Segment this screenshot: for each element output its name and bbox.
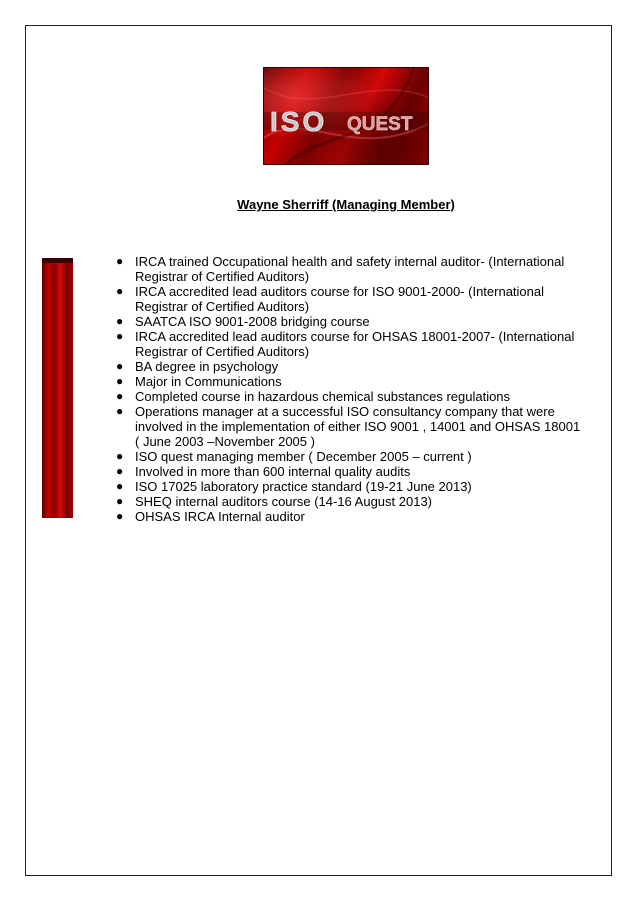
logo-iso-text: ISO xyxy=(270,106,328,137)
list-item: ● IRCA accredited lead auditors course for ISO 9001-2000- (International Registrar of Certified Auditors) xyxy=(116,284,545,314)
decorative-red-strip xyxy=(42,258,73,518)
bullet-icon: ● xyxy=(116,389,124,403)
list-item: ● IRCA trained Occupational health and safety internal auditor- (International Registrar of Certified Auditors) xyxy=(116,254,565,284)
bullet-icon: ● xyxy=(116,359,124,373)
bullet-icon: ● xyxy=(116,254,124,268)
logo-quest-text: QUEST xyxy=(347,114,413,135)
bullet-icon: ● xyxy=(116,374,124,388)
list-item: ● Involved in more than 600 internal quality audits xyxy=(116,464,411,479)
bullet-icon: ● xyxy=(116,509,124,523)
list-item: ● SHEQ internal auditors course (14-16 August 2013) xyxy=(116,494,433,509)
list-item: ● Major in Communications xyxy=(116,374,282,389)
page-title: Wayne Sherriff (Managing Member) xyxy=(237,197,455,212)
list-item: ● IRCA accredited lead auditors course for OHSAS 18001-2007- (International Registrar of Certified Auditors) xyxy=(116,329,575,359)
list-item: ● Completed course in hazardous chemical substances regulations xyxy=(116,389,511,404)
bullet-icon: ● xyxy=(116,479,124,493)
list-item: ● SAATCA ISO 9001-2008 bridging course xyxy=(116,314,370,329)
bullet-icon: ● xyxy=(116,464,124,478)
iso-quest-logo xyxy=(263,67,429,165)
bullet-icon: ● xyxy=(116,449,124,463)
bullet-icon: ● xyxy=(116,494,124,508)
list-item: ● OHSAS IRCA Internal auditor xyxy=(116,509,305,524)
list-item: ● BA degree in psychology xyxy=(116,359,279,374)
list-item: ● Operations manager at a successful ISO consultancy company that were involved in the implementation of either ISO 9001 , 14001 and OHSAS 18001 ( June 2003 –November 2005 ) xyxy=(116,404,581,449)
bullet-icon: ● xyxy=(116,329,124,343)
bullet-icon: ● xyxy=(116,284,124,298)
list-item: ● ISO quest managing member ( December 2005 – current ) xyxy=(116,449,472,464)
logo-graphic xyxy=(264,68,429,165)
qualifications-list xyxy=(112,254,582,524)
list-item: ● ISO 17025 laboratory practice standard (19-21 June 2013) xyxy=(116,479,472,494)
bullet-icon: ● xyxy=(116,314,124,328)
bullet-icon: ● xyxy=(116,404,124,418)
